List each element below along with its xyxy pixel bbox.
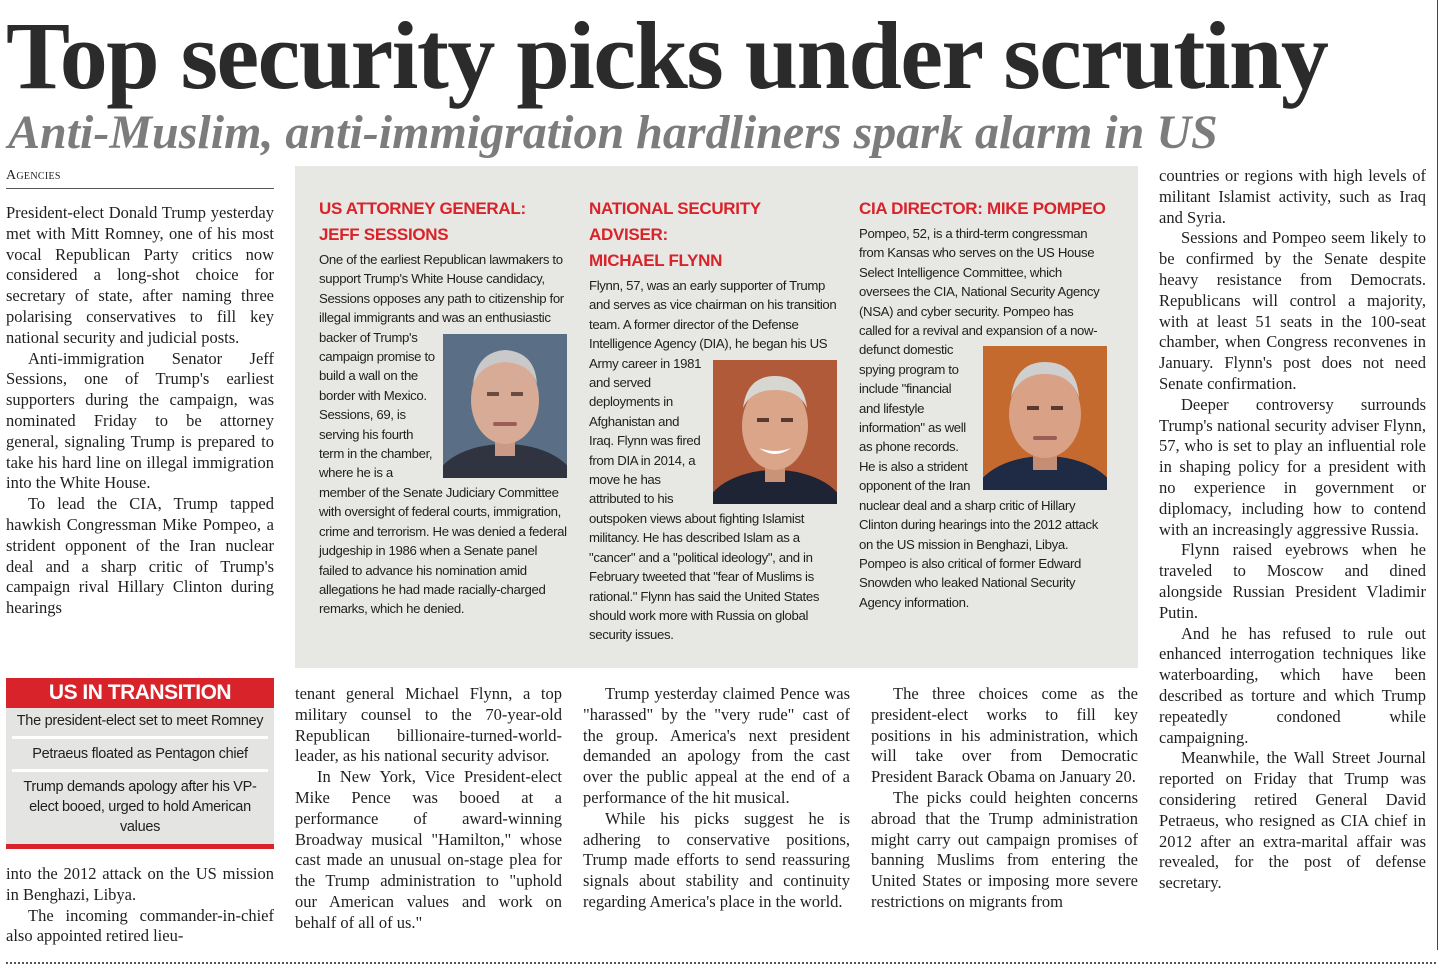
us-in-transition-box: [6, 678, 274, 849]
box-divider: [12, 736, 268, 739]
profiles-panel: [295, 166, 1138, 668]
profile-title: [589, 196, 837, 274]
byline: Agencies: [6, 168, 274, 189]
article-column-1-bottom: [6, 864, 274, 947]
profile-text-intro: Flynn, 57, was an early supporter of Trump and serves as vice chairman on his transition team. A former director of the Defense Intelligence Agency (DIA), he began his US: [589, 278, 837, 352]
paragraph: While his picks suggest he is adhering to conservative positions, Trump made efforts to send reassuring signals about stability and continuity regarding America's place in the world.: [583, 808, 850, 911]
profile-text-intro: Pompeo, 52, is a third-term congressman from Kansas who serves on the US House Select Intelligence Committee, which oversees the CIA, National Security Agency (NSA) and cyber security. Pompeo has called for a revival and expansion of a: [859, 226, 1100, 339]
article-column-3: [583, 684, 850, 913]
dotted-footer-rule: [6, 958, 1436, 964]
paragraph: The three choices come as the president-elect works to fill key positions in his administration, which will take over from Democratic President Barack Obama on January 20.: [871, 684, 1138, 787]
right-column-rule: [1437, 0, 1438, 950]
profile-title-line1: US ATTORNEY GENERAL:: [319, 199, 526, 218]
paragraph: In New York, Vice President-elect Mike Pence was booed at a performance of award-winning Broadway musical "Hamilton," whose cast made an unusual on-stage plea for the Trump administration to "uphold our American values and work on behalf of all of us.": [295, 767, 562, 932]
box-item: The president-elect set to meet Romney: [16, 713, 264, 729]
paragraph: Anti-immigration Senator Jeff Sessions, one of Trump's earliest supporters during the campaign, was nominated Friday to be attorney general, signaling Trump is prepared to take his hard line on illegal immigration into the White House.: [6, 348, 274, 493]
profile-title-line2: JEFF SESSIONS: [319, 225, 449, 244]
paragraph: The picks could heighten concerns abroad that the Trump administration might carry out campaign promises of banning Muslims from entering the United States or imposing more severe restrictions on migrants from: [871, 787, 1138, 911]
profile-text-body: backer of Trump's campaign promise to build a wall on the border with Mexico. Sessions, 69, is serving his fourth term in the chamber, where he is a member of the Senate Judiciary Committee with oversight of federal courts, immigration, crime and terrorism. He was denied a federal judgeship in 1986 when a Senate panel failed to advance his nomination amid allegations he had made racially-charged remarks, which he denied.: [319, 329, 567, 617]
mike-pompeo-photo: [983, 346, 1107, 490]
jeff-sessions-photo: [443, 334, 567, 478]
paragraph: Sessions and Pompeo seem likely to be confirmed by the Senate despite heavy resistance from Democrats. Republicans will control a majority, with at least 51 seats in the 100-seat chamber, when Congress reconvenes in January. Flynn's post does not need Senate confirmation.: [1159, 228, 1426, 393]
paragraph: President-elect Donald Trump yesterday met with Mitt Romney, one of his most vocal Republican Party critics now considered a long-shot choice for secretary of state, after naming three polarising conservatives to fill key national security and judicial posts.: [6, 203, 274, 347]
profile-title-line1: CIA DIRECTOR: MIKE POMPEO: [859, 199, 1106, 218]
profile-flynn: [589, 196, 837, 645]
box-item: Trump demands apology after his VP-elect booed, urged to hold American values: [23, 779, 257, 835]
paragraph: tenant general Michael Flynn, a top military counsel to the 70-year-old Republican billionaire-turned-world-leader, as his national security advisor.: [295, 684, 562, 766]
profile-text: [319, 250, 567, 619]
profile-title: [859, 196, 1107, 222]
headline: Top security picks under scrutiny: [6, 2, 1328, 109]
paragraph: The incoming commander-in-chief also appointed retired lieu-: [6, 905, 274, 946]
profile-text: [859, 224, 1107, 612]
article-column-4: [871, 684, 1138, 913]
profile-pompeo: [859, 196, 1107, 612]
article-column-1-top: [6, 203, 274, 619]
box-item: Petraeus floated as Pentagon chief: [32, 746, 248, 762]
profile-text-body: now-defunct domestic spying program to include "financial and lifestyle information" as well as phone records. He is also a strident opponent of the Iran nuclear deal and a sharp critic of Hillary Clinton during hearings into the 2012 attack on the US mission in Benghazi, Libya. Pompeo is also critical of former Edward Snowden who leaked National Security Agency information.: [859, 323, 1098, 610]
paragraph: Deeper controversy surrounds Trump's national security adviser Flynn, 57, who is set to play an influential role in shaping policy for a president with no experience in government or diplomacy, including how to contend with an increasingly aggressive Russia.: [1159, 394, 1426, 539]
profile-title-line2: MICHAEL FLYNN: [589, 251, 723, 270]
profile-title-line1: NATIONAL SECURITY ADVISER:: [589, 199, 761, 244]
paragraph: Flynn raised eyebrows when he traveled to Moscow and dined alongside Russian President Vladimir Putin.: [1159, 540, 1426, 622]
box-title: US IN TRANSITION: [6, 678, 274, 708]
paragraph: To lead the CIA, Trump tapped hawkish Congressman Mike Pompeo, a strident opponent of the Iran nuclear deal and a sharp critic of Trump's campaign rival Hillary Clinton during hearings: [6, 494, 274, 618]
profile-text: [589, 276, 837, 645]
box-divider: [12, 769, 268, 772]
subheadline: Anti-Muslim, anti-immigration hardliners spark alarm in US: [8, 106, 1218, 159]
paragraph: into the 2012 attack on the US mission in Benghazi, Libya.: [6, 864, 274, 904]
paragraph: countries or regions with high levels of militant Islamist activity, such as Iraq and Syria.: [1159, 166, 1426, 227]
paragraph: And he has refused to rule out enhanced interrogation techniques like waterboarding, which have been described as torture and which Trump repeatedly condoned while campaigning.: [1159, 623, 1426, 747]
article-column-2: [295, 684, 562, 934]
profile-sessions: [319, 196, 567, 619]
paragraph: Meanwhile, the Wall Street Journal reported on Friday that Trump was considering retired General David Petraeus, who resigned as CIA chief in 2012 after an extra-marital affair was revealed, for the post of defense secretary.: [1159, 748, 1426, 893]
michael-flynn-photo: [713, 360, 837, 504]
profile-text-body: Army career in 1981 and served deployments in Afghanistan and Iraq. Flynn was fired from DIA in 2014, a move he has attributed to his outspoken views about fighting Islamist militancy. He has described Islam as a "cancer" and a "political ideology", and in February tweeted that "fear of Muslims is rational." Flynn has said the United States should work more with Russia on global security issues.: [589, 355, 820, 643]
profile-text-intro: One of the earliest Republican lawmakers to support Trump's White House candidacy, Sessions opposes any path to citizenship for illegal immigrants and was an enthusiastic: [319, 252, 564, 326]
article-column-5: [1159, 166, 1426, 894]
paragraph: Trump yesterday claimed Pence was "harassed" by the "very rude" cast of the group. America's next president demanded an apology from the cast over the public appeal at the end of a performance of the hit musical.: [583, 684, 850, 807]
profile-title: [319, 196, 567, 248]
